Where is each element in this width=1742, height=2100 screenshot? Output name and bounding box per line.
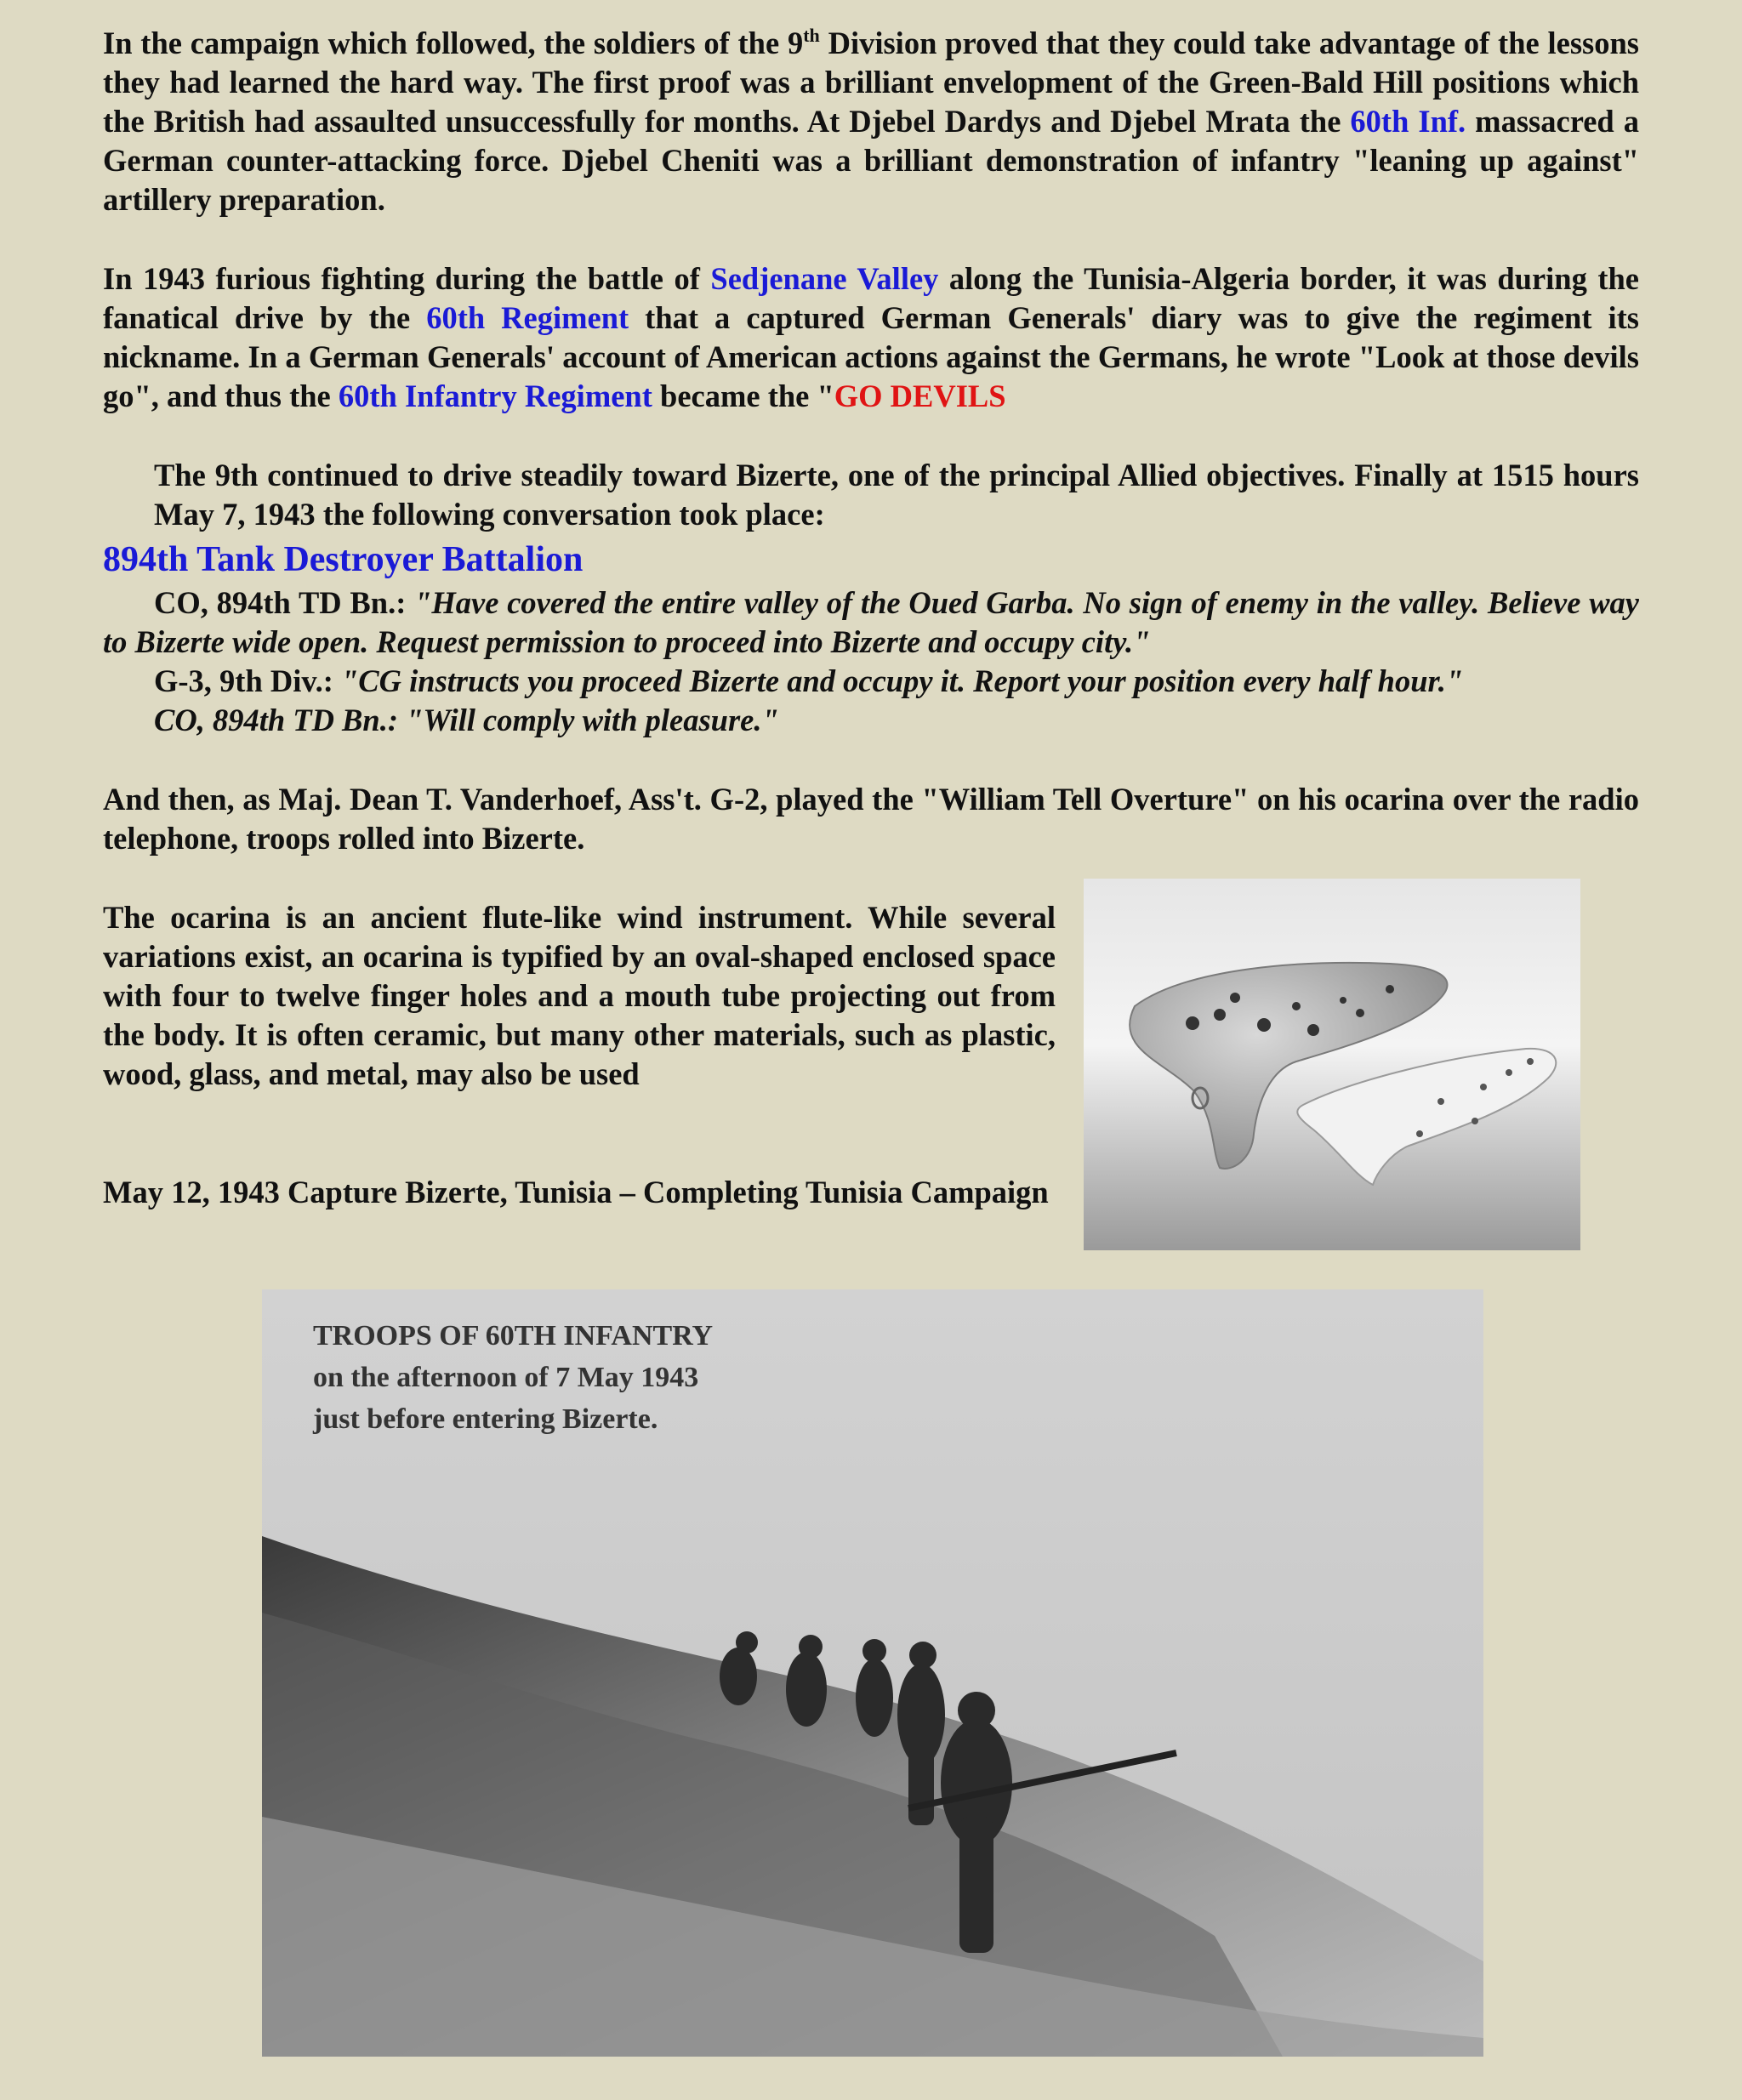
p4-text: And then, as Maj. Dean T. Vanderhoef, Ass't. G-2, played the "William Tell Overture" on his ocarina over the radio telephone, troops rolled into Bizerte. <box>103 782 1639 856</box>
paragraph-capture-bizerte <box>103 1173 1056 1212</box>
p2-text-c: that a captured German Generals' diary was to give the regiment its nickname. In a German Generals' account of American actions against the Germans, he wrote "Look at those devils go", and thus the <box>103 300 1639 413</box>
p3-text: The 9th continued to drive steadily toward Bizerte, one of the principal Allied objectives. Finally at 1515 hours May 7, 1943 the following conversation took place: <box>154 458 1639 532</box>
p2-text-b: along the Tunisia-Algeria border, it was during the fanatical drive by the <box>103 261 1639 335</box>
link-sedjenane-valley[interactable]: Sedjenane Valley <box>710 261 939 296</box>
conv-line-1 <box>103 583 1639 662</box>
p2-text-a: In 1943 furious fighting during the battle of <box>103 261 711 296</box>
conv-text-2: "CG instructs you proceed Bizerte and occupy it. Report your position every half hour." <box>341 663 1464 698</box>
p1-text-a: In the campaign which followed, the soldiers of the 9 <box>103 26 804 60</box>
ocarina-photo <box>1084 879 1580 1250</box>
link-60th-infantry-regiment[interactable]: 60th Infantry Regiment <box>338 378 652 413</box>
paragraph-bizerte-drive <box>103 456 1639 534</box>
paragraph-william-tell <box>103 780 1639 858</box>
conv-speaker-2: G-3, 9th Div.: <box>154 663 342 698</box>
caption-line-3: just before entering Bizerte. <box>313 1403 658 1435</box>
p1-superscript: th <box>803 25 820 46</box>
ocarina-image <box>1084 879 1580 1250</box>
conversation-block <box>103 583 1639 740</box>
conv-text-1: "Have covered the entire valley of the Oued Garba. No sign of enemy in the valley. Believe way to Bizerte wide open. Request permission to proceed into Bizerte and occupy city." <box>103 585 1639 659</box>
p2-text-d: became the " <box>652 378 834 413</box>
caption-line-1: TROOPS OF 60TH INFANTRY <box>313 1320 714 1352</box>
p1-text-b: Division proved that they could take advantage of the lessons they had learned the hard way. The first proof was a brilliant envelopment of the Green-Bald Hill positions which the British had assaulted unsuccessfully for months. At Djebel Dardys and Djebel Mrata the <box>103 26 1639 139</box>
conv-line-3: CO, 894th TD Bn.: "Will comply with pleasure." <box>154 703 779 737</box>
go-devils-highlight: GO DEVILS <box>834 378 1006 413</box>
conv-line-2 <box>103 662 1639 701</box>
heading-894th-tank-destroyer: 894th Tank Destroyer Battalion <box>103 540 584 579</box>
troops-photo <box>262 1289 1483 2057</box>
paragraph-campaign <box>103 24 1639 219</box>
link-60th-inf[interactable]: 60th Inf. <box>1350 104 1466 139</box>
p6-text: May 12, 1943 Capture Bizerte, Tunisia – Completing Tunisia Campaign <box>103 1175 1049 1209</box>
p5-text: The ocarina is an ancient flute-like wind instrument. While several variations exist, an ocarina is typified by an oval-shaped enclosed space with four to twelve finger holes and a mouth tube projecting out from the body. It is often ceramic, but many other materials, such as plastic, wood, glass, and metal, may also be used <box>103 900 1056 1091</box>
conv-speaker-1: CO, 894th TD Bn.: <box>154 585 415 620</box>
troops-caption <box>313 1315 713 1440</box>
paragraph-go-devils <box>103 259 1639 416</box>
section-heading <box>103 538 1639 581</box>
caption-line-2: on the afternoon of 7 May 1943 <box>313 1362 699 1393</box>
p1-text-c: massacred a German counter-attacking force. Djebel Cheniti was a brilliant demonstration of infantry "leaning up against" artillery preparation. <box>103 104 1639 217</box>
paragraph-ocarina <box>103 898 1056 1094</box>
link-60th-regiment[interactable]: 60th Regiment <box>426 300 629 335</box>
